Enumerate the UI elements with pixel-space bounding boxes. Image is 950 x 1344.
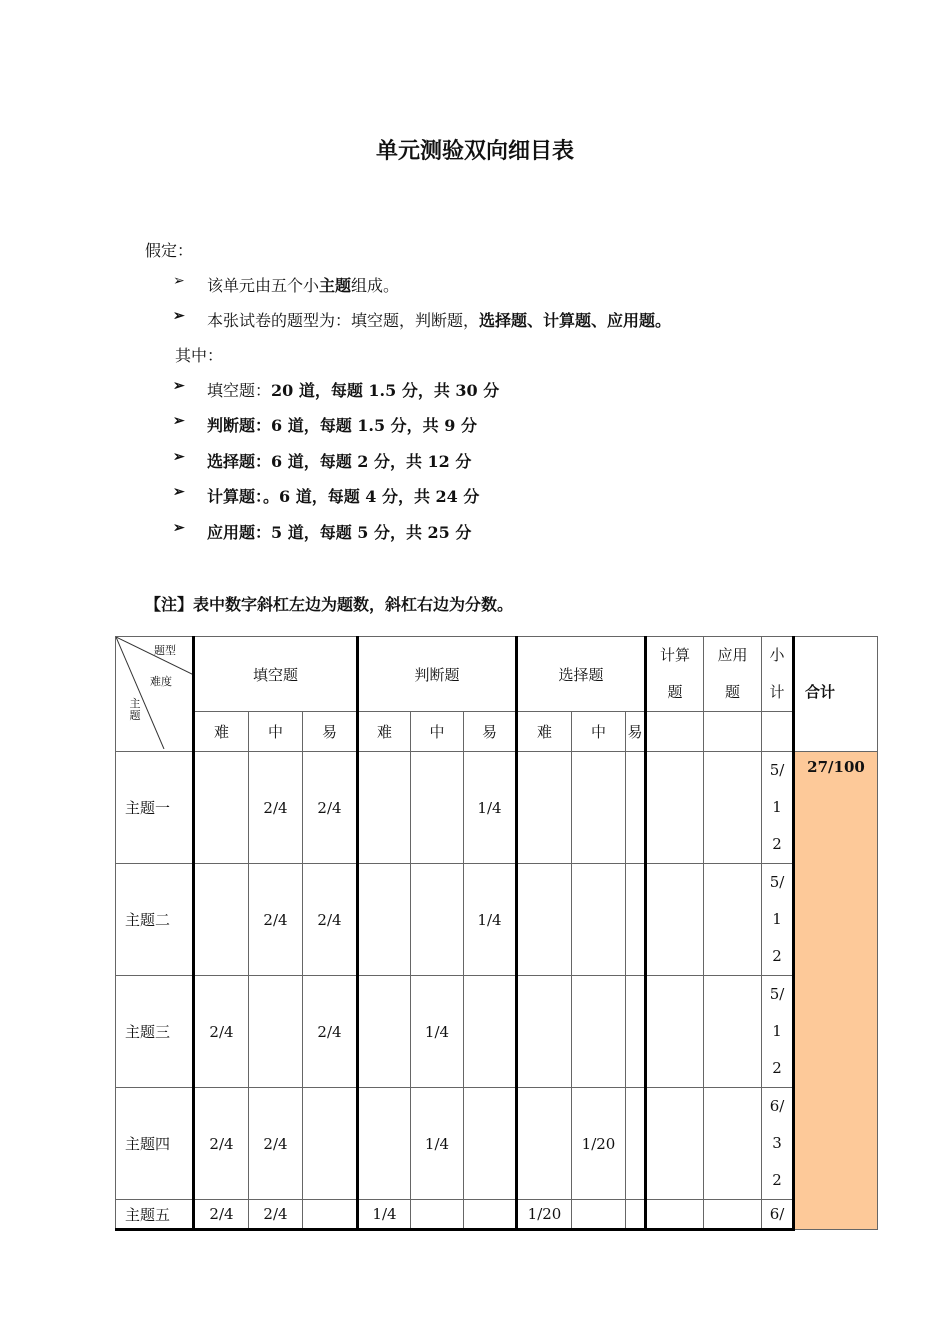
table-cell (249, 976, 303, 1088)
table-cell: 1/4 (411, 1088, 464, 1200)
table-cell: 1/20 (517, 1200, 572, 1230)
bullet-question-types: 本张试卷的题型为：填空题，判断题，选择题、计算题、应用题。 (207, 311, 672, 330)
row-label: 主题一 (116, 752, 194, 864)
bullet-true-false: 判断题：6 道，每题 1.5 分，共 9 分 (207, 416, 477, 435)
table-cell (517, 976, 572, 1088)
bullet-arrow-icon: ➢ (173, 520, 185, 536)
table-cell (646, 976, 704, 1088)
table-cell: 2/4 (194, 976, 249, 1088)
table-cell (464, 1088, 517, 1200)
table-cell (626, 1088, 646, 1200)
table-cell (646, 864, 704, 976)
table-cell (572, 864, 626, 976)
table-cell: 2/4 (303, 864, 358, 976)
table-note: 【注】表中数字斜杠左边为题数，斜杠右边为分数。 (145, 595, 514, 614)
bullet-arrow-icon: ➢ (173, 378, 185, 394)
group-header-fill-blank: 填空题 (194, 637, 358, 712)
table-cell (358, 864, 411, 976)
level-hard: 难 (194, 712, 249, 752)
corner-topic-label: 主题 (129, 697, 141, 722)
table-row (116, 864, 878, 976)
level-hard: 难 (358, 712, 411, 752)
level-easy: 易 (464, 712, 517, 752)
group-header-true-false: 判断题 (358, 637, 517, 712)
bullet-choice: 选择题：6 道，每题 2 分，共 12 分 (207, 452, 472, 471)
table-cell (646, 752, 704, 864)
table-cell: 1/4 (464, 752, 517, 864)
bullet-application: 应用题：5 道，每题 5 分，共 25 分 (207, 523, 472, 542)
level-hard: 难 (517, 712, 572, 752)
table-cell: 1/20 (572, 1088, 626, 1200)
table-cell (194, 752, 249, 864)
header-calculation: 计算 题 (646, 637, 704, 712)
table-cell (517, 864, 572, 976)
level-medium: 中 (249, 712, 303, 752)
corner-header (116, 637, 194, 752)
table-cell (704, 752, 762, 864)
corner-difficulty-label: 难度 (150, 675, 172, 688)
level-medium: 中 (572, 712, 626, 752)
subtotal-cell: 5/ 1 2 (762, 976, 794, 1088)
subtotal-cell: 5/ 1 2 (762, 864, 794, 976)
table-cell (303, 1088, 358, 1200)
table-cell (464, 976, 517, 1088)
bullet-arrow-icon: ➢ (173, 273, 185, 289)
table-cell (572, 976, 626, 1088)
table-cell (194, 864, 249, 976)
table-cell: 1/4 (464, 864, 517, 976)
table-row (116, 752, 878, 864)
table-cell (626, 1200, 646, 1230)
table-cell (517, 1088, 572, 1200)
bullet-topics: 该单元由五个小主题组成。 (207, 276, 400, 295)
table-cell (572, 752, 626, 864)
table-cell: 2/4 (249, 1088, 303, 1200)
page-title: 单元测验双向细目表 (375, 139, 574, 164)
table-cell: 2/4 (194, 1200, 249, 1230)
table-cell (411, 864, 464, 976)
table-row (116, 1088, 878, 1200)
level-easy: 易 (303, 712, 358, 752)
table-cell (358, 1088, 411, 1200)
corner-type-label: 题型 (154, 644, 176, 657)
table-cell (572, 1200, 626, 1230)
bullet-arrow-icon: ➢ (173, 413, 185, 429)
subtotal-cell: 6/ 3 2 (762, 1088, 794, 1200)
subtotal-cell: 5/ 1 2 (762, 752, 794, 864)
table-cell (358, 752, 411, 864)
table-cell (704, 1200, 762, 1230)
specification-table (115, 636, 878, 1231)
table-cell (704, 864, 762, 976)
empty-cell (704, 712, 762, 752)
table-cell (517, 752, 572, 864)
row-label: 主题三 (116, 976, 194, 1088)
table-cell: 2/4 (249, 864, 303, 976)
empty-cell (646, 712, 704, 752)
row-label: 主题二 (116, 864, 194, 976)
table-cell (411, 752, 464, 864)
table-cell: 1/4 (358, 1200, 411, 1230)
subtotal-cell: 6/ (762, 1200, 794, 1230)
table-cell: 2/4 (194, 1088, 249, 1200)
header-application: 应用 题 (704, 637, 762, 712)
table-cell (303, 1200, 358, 1230)
table-cell (704, 1088, 762, 1200)
table-cell: 1/4 (411, 976, 464, 1088)
table-cell (358, 976, 411, 1088)
group-header-choice: 选择题 (517, 637, 646, 712)
table-cell: 2/4 (303, 976, 358, 1088)
row-label: 主题五 (116, 1200, 194, 1230)
bullet-arrow-icon: ➢ (173, 308, 185, 324)
level-medium: 中 (411, 712, 464, 752)
table-cell (646, 1088, 704, 1200)
header-subtotal: 小 计 (762, 637, 794, 712)
table-row (116, 1200, 878, 1230)
table-row (116, 976, 878, 1088)
total-value: 27/100 (794, 752, 878, 1230)
empty-cell (762, 712, 794, 752)
table-cell (626, 752, 646, 864)
row-label: 主题四 (116, 1088, 194, 1200)
table-cell (626, 864, 646, 976)
table-cell: 2/4 (249, 1200, 303, 1230)
bullet-arrow-icon: ➢ (173, 484, 185, 500)
header-total: 合计 (794, 637, 878, 752)
table-cell: 2/4 (303, 752, 358, 864)
among-label: 其中： (175, 346, 224, 365)
assumption-heading: 假定： (145, 241, 194, 260)
table-cell (626, 976, 646, 1088)
table-cell (464, 1200, 517, 1230)
level-easy: 易 (626, 712, 646, 752)
table-cell: 2/4 (249, 752, 303, 864)
bullet-fill-blank: 填空题：20 道，每题 1.5 分，共 30 分 (207, 381, 500, 400)
table-cell (646, 1200, 704, 1230)
table-cell (411, 1200, 464, 1230)
bullet-arrow-icon: ➢ (173, 449, 185, 465)
bullet-calculation: 计算题：。6 道，每题 4 分，共 24 分 (207, 487, 480, 506)
table-cell (704, 976, 762, 1088)
